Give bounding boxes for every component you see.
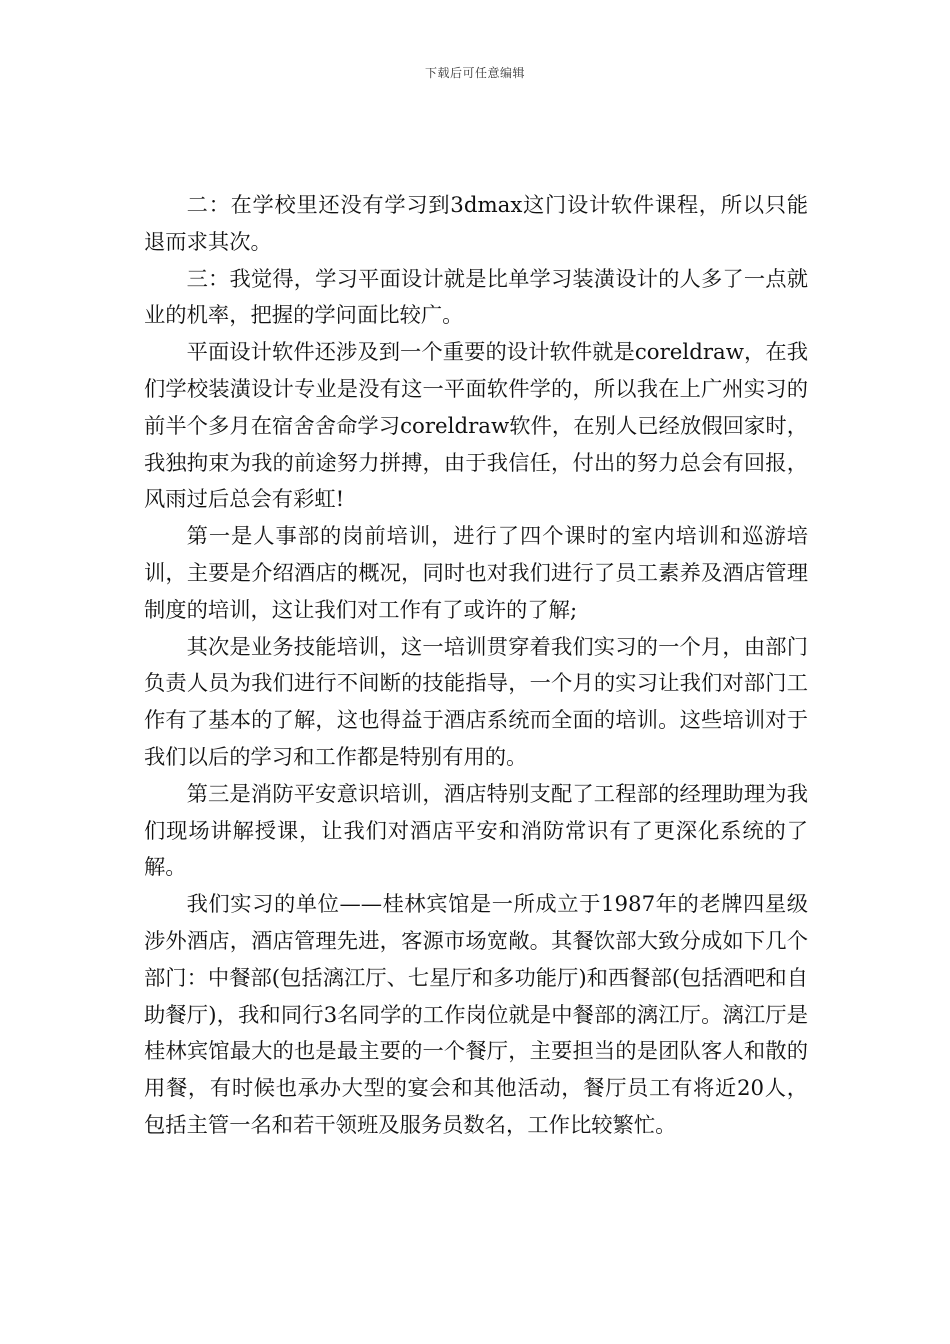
page-header: 下载后可任意编辑 bbox=[424, 66, 525, 80]
document-body bbox=[144, 188, 808, 1145]
paragraph: 平面设计软件还涉及到一个重要的设计软件就是coreldraw，在我们学校装潢设计专业是没有这一平面软件学的，所以我在上广州实习的前半个多月在宿舍舍命学习coreldraw软件，在别人已经放假回家时，我独拘束为我的前途努力拼搏，由于我信任，付出的努力总会有回报，风雨过后总会有彩虹! bbox=[144, 340, 808, 513]
paragraph: 三：我觉得，学习平面设计就是比单学习装潢设计的人多了一点就业的机率，把握的学问面比较广。 bbox=[144, 266, 808, 329]
paragraph: 第三是消防平安意识培训，酒店特别支配了工程部的经理助理为我们现场讲解授课，让我们对酒店平安和消防常识有了更深化系统的了解。 bbox=[144, 781, 808, 881]
paragraph: 二：在学校里还没有学习到3dmax这门设计软件课程，所以只能退而求其次。 bbox=[144, 193, 808, 255]
paragraph: 第一是人事部的岗前培训，进行了四个课时的室内培训和巡游培训，主要是介绍酒店的概况，同时也对我们进行了员工素养及酒店管理制度的培训，这让我们对工作有了或许的了解; bbox=[144, 524, 808, 623]
paragraph: 其次是业务技能培训，这一培训贯穿着我们实习的一个月，由部门负责人员为我们进行不间断的技能指导，一个月的实习让我们对部门工作有了基本的了解，这也得益于酒店系统而全面的培训。这些培训对于我们以后的学习和工作都是特别有用的。 bbox=[144, 634, 808, 770]
paragraph: 我们实习的单位——桂林宾馆是一所成立于1987年的老牌四星级涉外酒店，酒店管理先进，客源市场宽敞。其餐饮部大致分成如下几个部门：中餐部(包括漓江厅、七星厅和多功能厅)和西餐部(包括酒吧和自助餐厅)，我和同行3名同学的工作岗位就是中餐部的漓江厅。漓江厅是桂林宾馆最大的也是最主要的一个餐厅，主要担当的是团队客人和散的用餐，有时候也承办大型的宴会和其他活动，餐厅员工有将近20人，包括主管一名和若干领班及服务员数名，工作比较繁忙。 bbox=[144, 892, 808, 1138]
